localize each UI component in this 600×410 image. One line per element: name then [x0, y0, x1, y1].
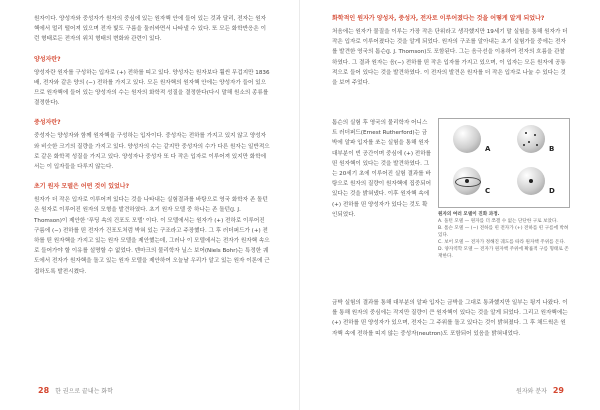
heading-discovery: 화학적인 원자가 양성자, 중성자, 전자로 이루어졌다는 것을 어떻게 알게 되었나? [332, 15, 545, 22]
thomson-model-sphere [517, 125, 545, 153]
right-page [300, 0, 600, 410]
caption-item-c: C. 보어 모델 — 전자가 정해진 궤도를 따라 원자핵 주위를 돈다. [438, 240, 566, 245]
discovery-paragraph-middle: 톰슨의 실험 후 영국의 물리학자 어니스트 러더퍼드(Ernest Rutherford)는 금박에 알파 입자를 쏘는 실험을 통해 원자 대부분이 빈 공간이며 중심에 (+) 전하를 띤 원자핵이 있다는 것을 발견하였다. 그는 20세기 초에 이루어진 실험 결과를 바탕으로 원자의 질량이 원자핵에 집중되어 있다는 것을 밝혀냈다. 이후 원자핵 속에 (+) 전하를 띤 양성자가 있다는 것도 확인되었다. [332, 120, 431, 218]
proton-paragraph: 양성자란 원자를 구성하는 입자로 (+) 전하를 띠고 있다. 양성자는 원자보다 훨씬 무겁지만 1836배, 전자와 같은 양의 (−) 전하를 가지고 있다. 모든 원자핵의 원자핵 안에는 양성자가 들어 있으므로 원자핵에 들어 있는 양성자의 수는 원자의 화학적 성질을 결정한다(다시 말해 원소의 종류를 결정한다). [34, 69, 270, 107]
figure-label-c: C [485, 187, 491, 195]
figure-label-b: B [549, 145, 555, 153]
right-wrapped-column [332, 118, 432, 224]
atom-models-illustration [438, 118, 570, 208]
figure-caption-title: 원자의 여러 모델이 진화 과정. [438, 212, 500, 217]
quantum-model-sphere [517, 167, 545, 195]
right-bottom-column [332, 298, 570, 343]
figure-label-d: D [549, 187, 555, 195]
intro-paragraph: 원자이다. 양성자와 중성자가 원자의 중심에 있는 원자핵 안에 들어 있는 것과 달리, 전자는 원자핵에서 멀리 떨어져 있으며 전자 빛도 구름을 둘러싸면서 나타낼 수 있다. 또 모든 화학반응은 이런 형태로든 전자의 위치 형태의 변화와 관련이 있다. [34, 16, 267, 43]
right-text-column [332, 14, 570, 92]
right-running-title: 원자와 분자 [516, 388, 547, 395]
caption-item-a: A. 돌턴 모델 — 원자를 더 쪼갤 수 없는 단단한 구로 보았다. [438, 219, 558, 224]
heading-neutron: 중성자란? [34, 119, 61, 127]
discovery-paragraph-bottom: 금박 실험의 결과를 통해 대부분의 알파 입자는 금박을 그대로 통과했지만 일부는 튕겨 나왔다. 이를 통해 원자의 중심에는 작지만 질량이 큰 원자핵이 있다는 것을 알게 되었다. 그리고 원자핵에는 (+) 전하를 띤 양성자가 있으며, 전자는 그 주위를 돌고 있다는 것이 밝혀졌다. 그 후 채드윅은 원자핵 속에 전하를 띠지 않는 중성자(neutron)도 포함되어 있음을 밝혀내었다. [332, 300, 568, 337]
dalton-model-sphere [453, 125, 481, 153]
early-models-paragraph: 원자가 더 작은 입자로 이루어져 있다는 것을 나타내는 실험결과를 바탕으로 영국 화학자 존 돌턴은 원자로 이루어진 원자의 모형을 발견하였다. 초기 원자 모델 중 하나는 존 돌턴(J. J. Thomson)이 제안한 '푸딩 속의 건포도 모델' 이다. 이 모델에서는 원자가 (+) 전하로 이루어진 구름에 (−) 전하를 띤 전자가 건포도처럼 박혀 있는 구조라고 주장했다. 그 후 러더퍼드가 (+) 전하를 띤 원자핵을 가지고 있는 원자 모델을 제안했는데, 그러나 이 모델에서는 전자가 원자핵 속으로 들어가야 할 이유를 설명할 수 없었다. 덴마크의 물리학자 닐스 보어(Niels Bohr)는 특정한 궤도에서 전자가 원자핵을 돌고 있는 원자 모델을 제안하여 오늘날 우리가 알고 있는 원자 이론에 근접하도록 발전시켰다. [34, 197, 270, 275]
figure-label-a: A [485, 145, 491, 153]
left-running-title: 한 권으로 끝내는 화학 [55, 388, 113, 395]
heading-early-models: 초기 원자 모델은 어떤 것이 있었나? [34, 183, 130, 191]
right-folio [516, 386, 568, 395]
caption-item-b: B. 톰슨 모델 — (−) 전하를 띤 전자가 (+) 전하를 띤 구름에 박혀 있다. [438, 226, 569, 238]
atom-models-figure [438, 118, 570, 260]
figure-caption [438, 211, 570, 260]
left-text-column [34, 14, 270, 281]
discovery-paragraph-top: 처음에는 원자가 물질을 이루는 가장 작은 단위라고 생각했지만 19세기 말 실험을 통해 원자가 더 작은 입자로 이루어졌다는 것을 알게 되었다. 원자의 구조를 알아내는 초기 실험가들 중에는 전자를 발견한 영국의 톰슨(J. J. Thomson)도 포함된다. 그는 음극선을 이용하여 전자의 흐름을 관찰하였다. 그 결과 원자는 음(−) 전하를 띤 작은 입자를 가지고 있으며, 이 입자는 모든 원자에 공통적으로 들어 있다는 것을 발견하였다. 이 전자의 발견은 원자를 더 작은 입자로 나눌 수 있다는 것을 보여 주었다. [332, 29, 568, 87]
left-page-number: 28 [38, 386, 50, 395]
neutron-paragraph: 중성자는 양성자와 함께 원자핵을 구성하는 입자이다. 중성자는 전하를 가지고 있지 않고 양성자와 비슷한 크기의 질량을 가지고 있다. 양성자의 수는 같지만 중성자의 수가 다른 원자는 일반적으로 같은 화학적 성질을 가지고 있다. 양성자나 중성자 또 다 작은 입자로 이루어져 있지만 화학에서는 이 입자들을 다루지 않는다. [34, 133, 270, 171]
heading-proton: 양성자란? [34, 55, 61, 63]
caption-item-d: D. 양자역학 모델 — 전자가 원자핵 주위에 확률적 구름 형태로 존재한다. [438, 247, 569, 259]
bohr-model-sphere [453, 167, 481, 195]
left-folio [34, 386, 113, 395]
right-page-number: 29 [552, 386, 564, 395]
